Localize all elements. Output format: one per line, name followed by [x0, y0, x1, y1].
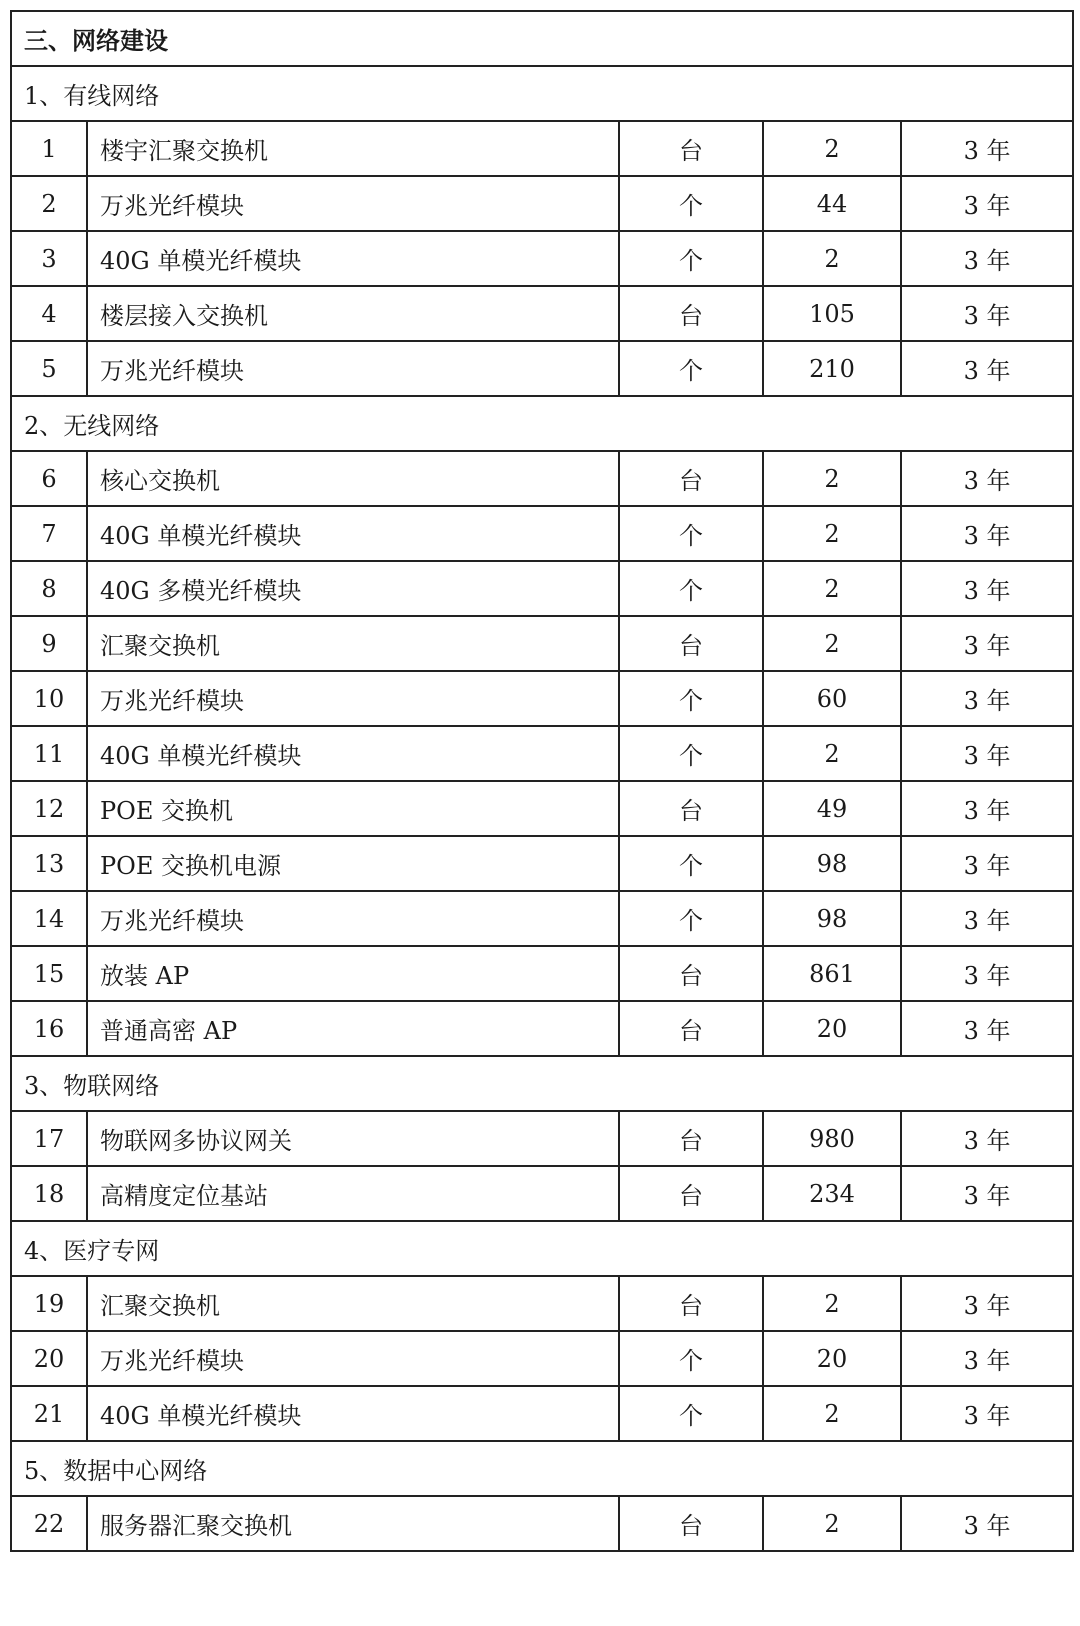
item-unit-cell: 台 [619, 286, 763, 341]
table-title: 三、网络建设 [11, 11, 1073, 66]
table-row [11, 1496, 1073, 1551]
table-row [11, 1276, 1073, 1331]
item-name-cell: 40G 单模光纤模块 [87, 1386, 619, 1441]
item-quantity-cell: 20 [763, 1001, 901, 1056]
item-name-cell: 万兆光纤模块 [87, 1331, 619, 1386]
item-term-cell: 3 年 [901, 121, 1073, 176]
item-unit-cell: 台 [619, 946, 763, 1001]
section-heading: 4、医疗专网 [11, 1221, 1073, 1276]
item-term-cell: 3 年 [901, 451, 1073, 506]
item-term-cell: 3 年 [901, 1331, 1073, 1386]
item-term-cell: 3 年 [901, 891, 1073, 946]
item-number-cell: 7 [11, 506, 87, 561]
item-quantity-cell: 861 [763, 946, 901, 1001]
item-name-cell: 核心交换机 [87, 451, 619, 506]
item-name-cell: 楼层接入交换机 [87, 286, 619, 341]
item-quantity-cell: 980 [763, 1111, 901, 1166]
table-row [11, 781, 1073, 836]
item-name-cell: 40G 单模光纤模块 [87, 726, 619, 781]
item-unit-cell: 个 [619, 891, 763, 946]
item-name-cell: 万兆光纤模块 [87, 341, 619, 396]
item-term-cell: 3 年 [901, 1386, 1073, 1441]
item-number-cell: 9 [11, 616, 87, 671]
item-number-cell: 18 [11, 1166, 87, 1221]
table-row [11, 231, 1073, 286]
item-unit-cell: 台 [619, 781, 763, 836]
item-unit-cell: 台 [619, 451, 763, 506]
section-heading: 3、物联网络 [11, 1056, 1073, 1111]
table-row [11, 1001, 1073, 1056]
item-name-cell: 万兆光纤模块 [87, 176, 619, 231]
item-number-cell: 10 [11, 671, 87, 726]
item-unit-cell: 台 [619, 1166, 763, 1221]
item-number-cell: 20 [11, 1331, 87, 1386]
item-quantity-cell: 44 [763, 176, 901, 231]
item-unit-cell: 个 [619, 1386, 763, 1441]
item-number-cell: 12 [11, 781, 87, 836]
item-number-cell: 11 [11, 726, 87, 781]
item-unit-cell: 台 [619, 1276, 763, 1331]
item-number-cell: 8 [11, 561, 87, 616]
item-name-cell: 万兆光纤模块 [87, 671, 619, 726]
item-term-cell: 3 年 [901, 1496, 1073, 1551]
item-quantity-cell: 2 [763, 1276, 901, 1331]
item-name-cell: 普通高密 AP [87, 1001, 619, 1056]
section-heading: 1、有线网络 [11, 66, 1073, 121]
item-number-cell: 2 [11, 176, 87, 231]
item-unit-cell: 个 [619, 176, 763, 231]
item-quantity-cell: 2 [763, 506, 901, 561]
table-body [11, 11, 1073, 1551]
item-unit-cell: 个 [619, 231, 763, 286]
item-unit-cell: 个 [619, 561, 763, 616]
item-name-cell: 汇聚交换机 [87, 616, 619, 671]
table-row [11, 1166, 1073, 1221]
item-name-cell: 服务器汇聚交换机 [87, 1496, 619, 1551]
item-term-cell: 3 年 [901, 176, 1073, 231]
table-row [11, 121, 1073, 176]
item-quantity-cell: 60 [763, 671, 901, 726]
item-term-cell: 3 年 [901, 1111, 1073, 1166]
item-quantity-cell: 2 [763, 231, 901, 286]
table-row [11, 616, 1073, 671]
section-row [11, 396, 1073, 451]
item-number-cell: 17 [11, 1111, 87, 1166]
section-row [11, 1221, 1073, 1276]
item-term-cell: 3 年 [901, 561, 1073, 616]
title-row [11, 11, 1073, 66]
item-name-cell: 楼宇汇聚交换机 [87, 121, 619, 176]
item-unit-cell: 台 [619, 1496, 763, 1551]
item-number-cell: 6 [11, 451, 87, 506]
item-name-cell: 40G 单模光纤模块 [87, 231, 619, 286]
section-row [11, 66, 1073, 121]
item-number-cell: 21 [11, 1386, 87, 1441]
item-name-cell: 放装 AP [87, 946, 619, 1001]
item-term-cell: 3 年 [901, 1001, 1073, 1056]
item-unit-cell: 个 [619, 341, 763, 396]
section-row [11, 1441, 1073, 1496]
item-name-cell: 汇聚交换机 [87, 1276, 619, 1331]
item-unit-cell: 台 [619, 121, 763, 176]
item-number-cell: 14 [11, 891, 87, 946]
item-quantity-cell: 2 [763, 121, 901, 176]
item-unit-cell: 个 [619, 506, 763, 561]
item-name-cell: 万兆光纤模块 [87, 891, 619, 946]
table-row [11, 726, 1073, 781]
item-quantity-cell: 98 [763, 836, 901, 891]
table-row [11, 946, 1073, 1001]
item-quantity-cell: 2 [763, 726, 901, 781]
item-unit-cell: 个 [619, 1331, 763, 1386]
table-row [11, 836, 1073, 891]
item-term-cell: 3 年 [901, 286, 1073, 341]
item-number-cell: 22 [11, 1496, 87, 1551]
table-row [11, 341, 1073, 396]
item-unit-cell: 个 [619, 836, 763, 891]
item-name-cell: POE 交换机 [87, 781, 619, 836]
item-name-cell: 高精度定位基站 [87, 1166, 619, 1221]
item-number-cell: 15 [11, 946, 87, 1001]
item-unit-cell: 个 [619, 726, 763, 781]
item-name-cell: POE 交换机电源 [87, 836, 619, 891]
table-row [11, 451, 1073, 506]
table-row [11, 1386, 1073, 1441]
item-number-cell: 3 [11, 231, 87, 286]
item-quantity-cell: 2 [763, 561, 901, 616]
item-term-cell: 3 年 [901, 946, 1073, 1001]
item-unit-cell: 台 [619, 1001, 763, 1056]
item-quantity-cell: 2 [763, 451, 901, 506]
table-row [11, 891, 1073, 946]
item-quantity-cell: 2 [763, 1496, 901, 1551]
item-number-cell: 16 [11, 1001, 87, 1056]
item-term-cell: 3 年 [901, 726, 1073, 781]
item-term-cell: 3 年 [901, 1276, 1073, 1331]
item-term-cell: 3 年 [901, 506, 1073, 561]
item-number-cell: 19 [11, 1276, 87, 1331]
item-quantity-cell: 49 [763, 781, 901, 836]
item-number-cell: 1 [11, 121, 87, 176]
item-name-cell: 物联网多协议网关 [87, 1111, 619, 1166]
item-unit-cell: 台 [619, 616, 763, 671]
section-row [11, 1056, 1073, 1111]
item-unit-cell: 个 [619, 671, 763, 726]
table-row [11, 286, 1073, 341]
table-row [11, 176, 1073, 231]
item-quantity-cell: 2 [763, 616, 901, 671]
section-heading: 5、数据中心网络 [11, 1441, 1073, 1496]
item-term-cell: 3 年 [901, 781, 1073, 836]
item-term-cell: 3 年 [901, 836, 1073, 891]
item-term-cell: 3 年 [901, 231, 1073, 286]
table-row [11, 671, 1073, 726]
table-row [11, 506, 1073, 561]
item-quantity-cell: 210 [763, 341, 901, 396]
item-quantity-cell: 20 [763, 1331, 901, 1386]
table-row [11, 1111, 1073, 1166]
item-number-cell: 5 [11, 341, 87, 396]
item-quantity-cell: 105 [763, 286, 901, 341]
item-unit-cell: 台 [619, 1111, 763, 1166]
item-quantity-cell: 2 [763, 1386, 901, 1441]
equipment-table [10, 10, 1074, 1552]
table-row [11, 1331, 1073, 1386]
item-term-cell: 3 年 [901, 671, 1073, 726]
item-term-cell: 3 年 [901, 1166, 1073, 1221]
item-quantity-cell: 234 [763, 1166, 901, 1221]
section-heading: 2、无线网络 [11, 396, 1073, 451]
table-row [11, 561, 1073, 616]
item-number-cell: 4 [11, 286, 87, 341]
item-name-cell: 40G 单模光纤模块 [87, 506, 619, 561]
item-term-cell: 3 年 [901, 616, 1073, 671]
item-number-cell: 13 [11, 836, 87, 891]
item-name-cell: 40G 多模光纤模块 [87, 561, 619, 616]
item-term-cell: 3 年 [901, 341, 1073, 396]
item-quantity-cell: 98 [763, 891, 901, 946]
